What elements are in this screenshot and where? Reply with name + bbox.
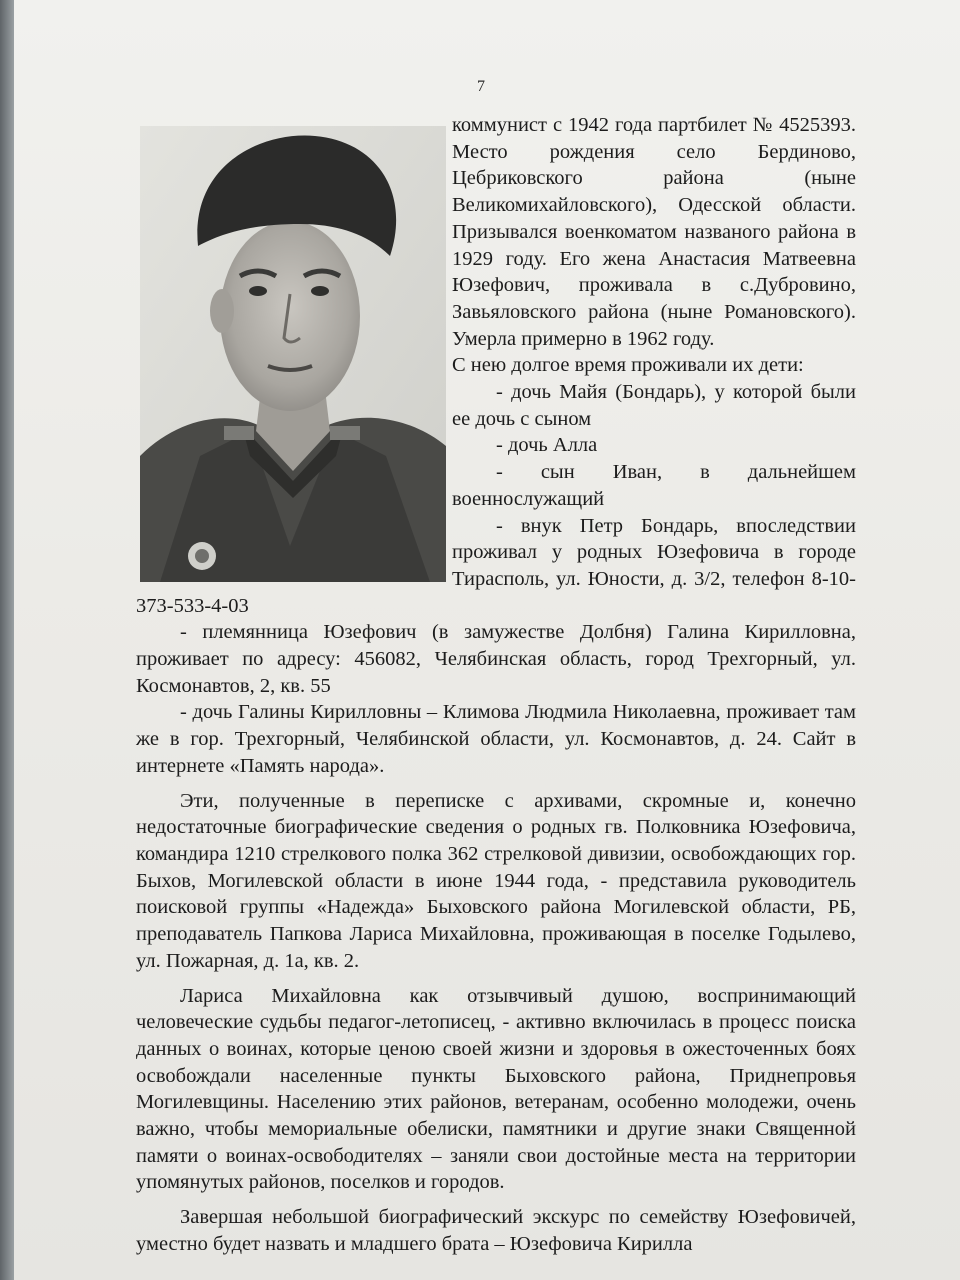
list-item: - дочь Алла	[496, 434, 598, 457]
page-edge-shadow	[0, 0, 14, 1280]
list-item: - дочь Майя (Бондарь), у которой были ее дочь с сыном	[452, 381, 856, 430]
paragraph: Эти, полученные в переписке с архивами, скромные и, конечно недостаточные биографические сведения о родных гв. Полковника Юзефовича, командира 1210 стрелкового полка 362 стрелковой дивизии, освобождающих гор. Быхов, Могилевской области в июне 1944 года, - представила руководитель поисковой группы «Надежда» Быховского района Могилевской области, РБ, преподаватель Папкова Лариса Михайловна, проживающая в поселке Годылево, ул. Пожарная, д. 1а, кв. 2.	[136, 789, 856, 972]
page-number: 7	[477, 78, 485, 95]
list-item: - сын Иван, в дальнейшем военнослужащий	[452, 461, 856, 510]
side-paragraph: коммунист с 1942 года партбилет № 4525393. Место рождения село Бердиново, Цебриковского района (ныне Великомихайловского), Одесской области. Призывался военкоматом названого района в 1929 году. Его жена Анастасия Матвеевна Юзефович, проживала в с.Дубровино, Завьяловского района (ныне Романовского). Умерла примерно в 1962 году.	[452, 114, 856, 350]
list-item: - внук Петр Бондарь, впоследствии проживал у родных Юзефовича в городе Тирасполь, ул. Юности, д. 3/2, телефон 8-10-373-533-4-03	[136, 514, 856, 617]
children-intro: С нею долгое время проживали их дети:	[452, 354, 804, 377]
relative-daughter: - дочь Галины Кирилловны – Климова Людмила Николаевна, проживает там же в гор. Трехгорный, Челябинской области, ул. Космонавтов, д. 24. Сайт в интернете «Память народа».	[136, 701, 856, 777]
paragraph: Лариса Михайловна как отзывчивый душою, воспринимающий человеческие судьбы педагог-летописец, - активно включилась в процесс поиска данных о воинах, которые ценою своей жизни и здоровья в ожесточенных боях освобождали населенные пункты Быховского района, Приднепровья Могилевщины. Населению этих районов, ветеранам, особенно молодежи, очень важно, чтобы мемориальные обелиски, памятники и другие знаки Священной памяти о воинах-освободителях – заняли свои достойные места на территории упомянутых районов, поселков и городов.	[136, 984, 856, 1194]
body-text	[136, 112, 856, 1258]
photo-wrap-space	[136, 112, 452, 584]
relative-niece: - племянница Юзефович (в замужестве Долбня) Галина Кирилловна, проживает по адресу: 456082, Челябинская область, город Трехгорный, ул. Космонавтов, 2, кв. 55	[136, 621, 856, 697]
paragraph: Завершая небольшой биографический экскурс по семейству Юзефовичей, уместно будет назвать и младшего брата – Юзефовича Кирилла	[136, 1206, 856, 1255]
